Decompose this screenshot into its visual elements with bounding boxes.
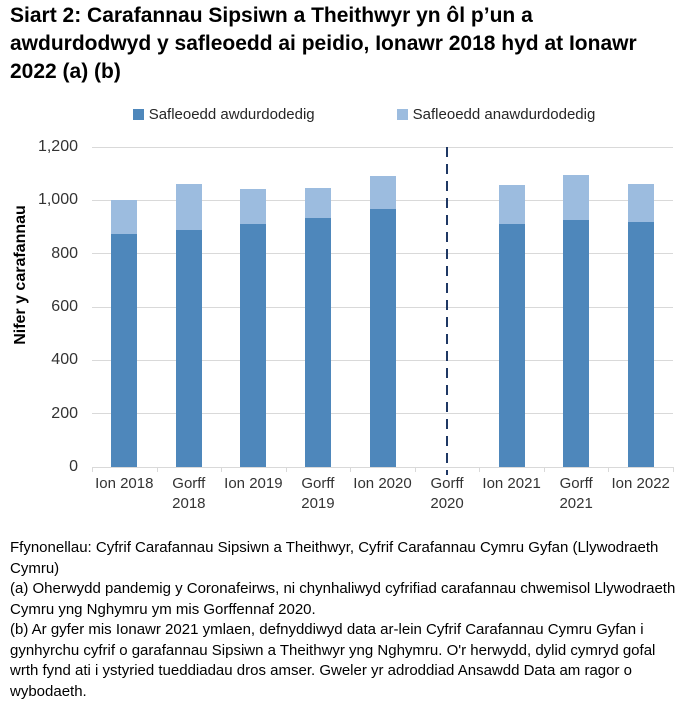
x-category-label: Gorff 2021 [559,475,593,512]
bar-segment-authorised [176,230,202,467]
y-tick-label: 800 [51,244,78,262]
bar-segment-authorised [240,224,266,467]
bar-segment-unauthorised [305,188,331,219]
x-axis-tick [350,467,351,472]
x-axis-tick [608,467,609,472]
y-tick-label: 1,200 [37,138,78,155]
x-category-label: Ion 2020 [353,475,412,492]
bar-segment-authorised [563,220,589,467]
x-axis-line [92,467,673,468]
bar-segment-unauthorised [176,184,202,230]
x-axis-tick [673,467,674,472]
bar-segment-authorised [305,218,331,467]
bar-segment-unauthorised [111,200,137,234]
footnotes [10,538,684,702]
bar-segment-unauthorised [499,185,525,224]
y-tick-label: 1,000 [37,191,78,209]
x-axis-tick [221,467,222,472]
bar-segment-unauthorised [563,175,589,220]
chart-title: Siart 2: Carafannau Sipsiwn a Theithwyr yn ôl p’un a awdurdodwyd y safleoedd ai peidio, Ionawr 2018 hyd at Ionawr 2022 (a) (b) [10,4,637,83]
x-category-label: Ion 2018 [95,475,154,492]
legend-label-authorised: Safleoedd awdurdodedig [148,106,315,123]
x-category-label: Gorff 2020 [430,475,464,512]
no-count-dashed-line [446,147,448,475]
bar-segment-unauthorised [628,184,654,222]
footnote-a: (a) Oherwydd pandemig y Coronafeirws, ni chynhaliwyd cyfrifiad carafannau chwemisol Llywodraeth Cymru yng Nghymru ym mis Gorffennaf 2020. [10,580,676,618]
footnote-b: (b) Ar gyfer mis Ionawr 2021 ymlaen, defnyddiwyd data ar-lein Cyfrif Carafannau Cymru Gyfan i gynhyrchu cyfrif o garafannau Sipsiwn a Theithwyr yng Nghymru. O'r herwydd, dylid cymryd gofal wrth fynd ati i ystyried tueddiadau dros amser. Gweler yr adroddiad Ansawdd Data am ragor o wybodaeth. [10,621,656,700]
bar-segment-authorised [370,209,396,467]
y-axis-title: Nifer y carafannau [12,205,29,345]
x-category-label: Ion 2019 [224,475,283,492]
y-tick-label: 200 [51,404,78,422]
x-axis-tick [544,467,545,472]
x-axis-tick [286,467,287,472]
bar-segment-authorised [628,222,654,467]
x-category-label: Gorff 2018 [172,475,206,512]
x-axis-tick [157,467,158,472]
bar-segment-authorised [111,234,137,467]
legend-label-unauthorised: Safleoedd anawdurdodedig [412,106,596,123]
source-note: Ffynonellau: Cyfrif Carafannau Sipsiwn a Theithwyr, Cyfrif Carafannau Cymru Gyfan (Llywodraeth Cymru) [10,539,659,577]
x-axis-tick [415,467,416,472]
x-axis-tick [92,467,93,472]
y-tick-label: 600 [51,298,78,315]
x-category-label: Ion 2021 [482,475,541,492]
bar-segment-unauthorised [240,189,266,224]
bar-segment-unauthorised [370,176,396,208]
y-gridline [92,147,673,148]
bar-segment-authorised [499,224,525,467]
y-tick-label: 400 [51,351,78,369]
x-axis-tick [479,467,480,472]
y-tick-label: 0 [69,458,78,475]
x-category-label: Gorff 2019 [301,475,335,512]
x-category-label: Ion 2022 [611,475,670,492]
